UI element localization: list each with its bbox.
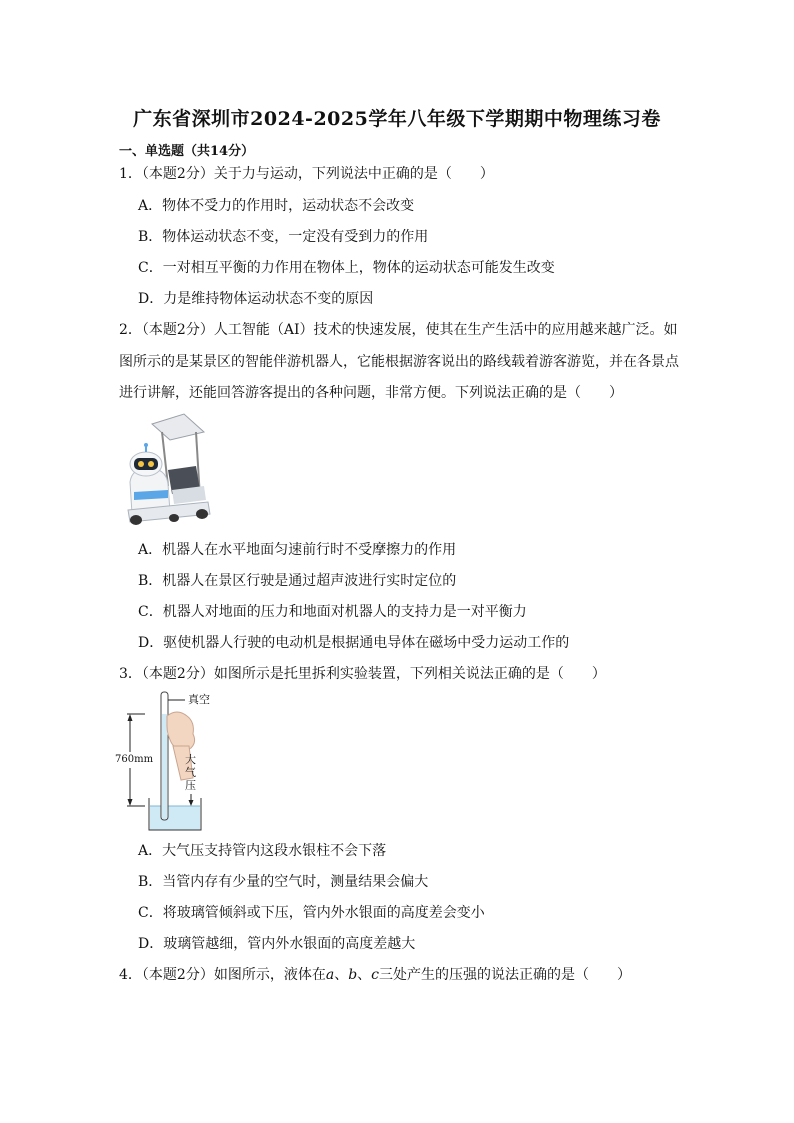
torricelli-figure: [115, 690, 235, 835]
sep-2: 、: [357, 967, 372, 983]
question-1-text: 关于力与运动，下列说法中正确的是（ ）: [213, 166, 494, 182]
q1-option-a: A．物体不受力的作用时，运动状态不会改变: [138, 198, 415, 214]
pressure-label: 大气压: [185, 753, 196, 792]
q2-option-b: B．机器人在景区行驶是通过超声波进行实时定位的: [138, 573, 457, 589]
question-2-line-1: [119, 321, 677, 339]
var-a: a: [325, 967, 335, 983]
q1-option-d: D．力是维持物体运动状态不变的原因: [138, 291, 374, 307]
question-2-line-2: 图所示的是某景区的智能伴游机器人，它能根据游客说出的路线载着游客游览，并在各景点: [119, 354, 679, 370]
vacuum-label: 真空: [188, 693, 210, 706]
var-b: b: [348, 967, 358, 983]
question-2-text-1: 人工智能（AI）技术的快速发展，使其在生产生活中的应用越来越广泛。如: [213, 322, 678, 338]
section-heading: 一、单选题（共14分）: [119, 144, 255, 159]
robot-figure: [122, 410, 214, 528]
q2-option-d: D．驱使机器人行驶的电动机是根据通电导体在磁场中受力运动工作的: [138, 635, 570, 651]
q2-option-c: C．机器人对地面的压力和地面对机器人的支持力是一对平衡力: [138, 604, 527, 620]
var-c: c: [371, 967, 379, 983]
q3-option-b: B．当管内存有少量的空气时，测量结果会偏大: [138, 874, 429, 890]
question-4-text-a: 如图所示，液体在: [213, 967, 326, 983]
question-1-prefix: 1．（本题2分）: [119, 166, 214, 182]
question-3-prefix: 3．（本题2分）: [119, 666, 214, 682]
q3-option-d: D．玻璃管越细，管内外水银面的高度差越大: [138, 936, 416, 952]
q3-option-c: C．将玻璃管倾斜或下压，管内外水银面的高度差会变小: [138, 905, 485, 921]
question-2-line-3: 进行讲解，还能回答游客提出的各种问题，非常方便。下列说法正确的是（ ）: [119, 385, 623, 401]
q2-option-a: A．机器人在水平地面匀速前行时不受摩擦力的作用: [138, 542, 457, 558]
question-3: [119, 665, 606, 683]
q1-option-c: C．一对相互平衡的力作用在物体上，物体的运动状态可能发生改变: [138, 260, 555, 276]
sep-1: 、: [334, 967, 349, 983]
question-1: [119, 165, 494, 183]
question-4-prefix: 4．（本题2分）: [119, 967, 214, 983]
q3-option-a: A．大气压支持管内这段水银柱不会下落: [138, 843, 387, 859]
q1-option-b: B．物体运动状态不变，一定没有受到力的作用: [138, 229, 429, 245]
question-2-prefix: 2．（本题2分）: [119, 322, 214, 338]
question-4: [119, 966, 631, 984]
question-4-text-b: 三处产生的压强的说法正确的是（ ）: [379, 967, 631, 983]
height-label: 760mm: [115, 754, 154, 765]
question-3-text: 如图所示是托里拆利实验装置，下列相关说法正确的是（ ）: [213, 666, 606, 682]
page-title: 广东省深圳市2024-2025学年八年级下学期期中物理练习卷: [133, 108, 661, 130]
